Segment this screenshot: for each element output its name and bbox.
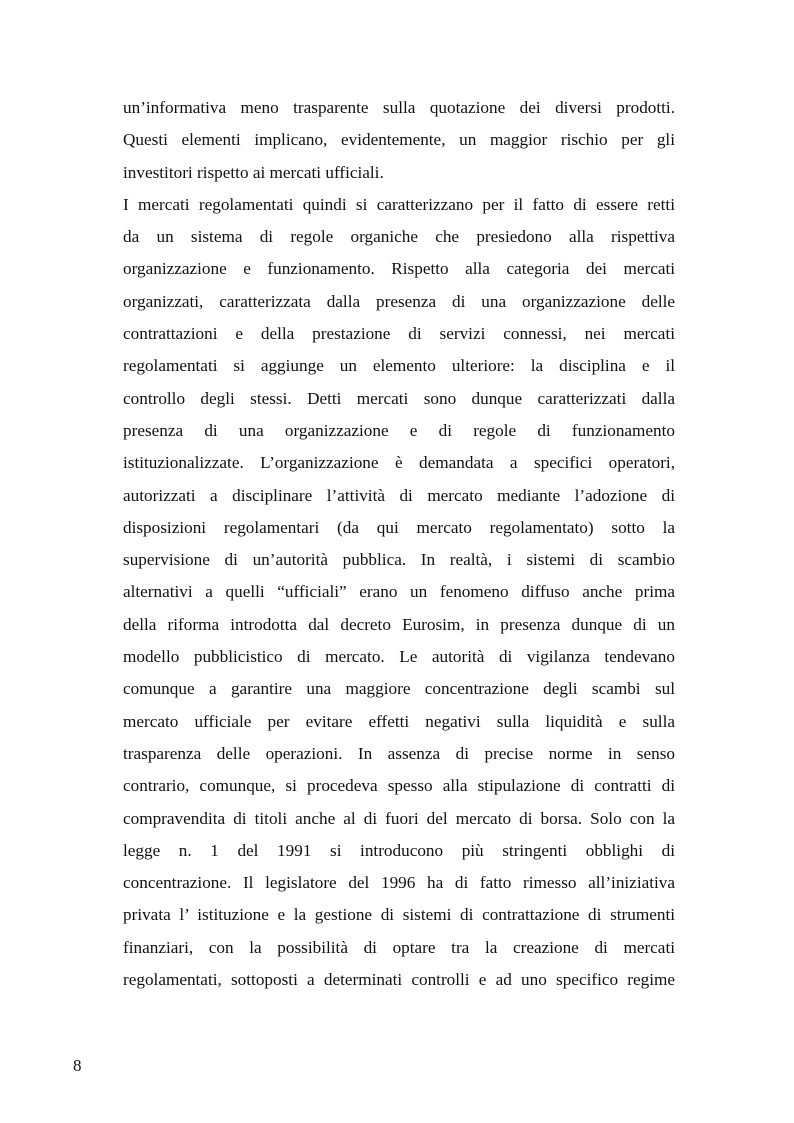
text-line: della riforma introdotta dal decreto Eurosim, in presenza dunque di un	[123, 614, 675, 634]
text-line: presenza di una organizzazione e di regole di funzionamento	[123, 420, 675, 440]
body-text	[123, 92, 675, 996]
text-line: trasparenza delle operazioni. In assenza di precise norme in senso	[123, 743, 675, 763]
text-line: alternativi a quelli “ufficiali” erano un fenomeno diffuso anche prima	[123, 582, 675, 602]
text-line: supervisione di un’autorità pubblica. In realtà, i sistemi di scambio	[123, 550, 675, 570]
page-number: 8	[73, 1056, 82, 1075]
text-line: modello pubblicistico di mercato. Le autorità di vigilanza tendevano	[123, 647, 675, 667]
text-line: organizzati, caratterizzata dalla presenza di una organizzazione delle	[123, 291, 675, 311]
text-line: regolamentati, sottoposti a determinati controlli e ad uno specifico regime	[123, 970, 675, 990]
text-line: disposizioni regolamentari (da qui mercato regolamentato) sotto la	[123, 517, 675, 537]
text-line: autorizzati a disciplinare l’attività di mercato mediante l’adozione di	[123, 485, 675, 505]
text-line: organizzazione e funzionamento. Rispetto alla categoria dei mercati	[123, 259, 675, 279]
text-line: I mercati regolamentati quindi si caratterizzano per il fatto di essere retti	[123, 194, 675, 214]
text-line: contrario, comunque, si procedeva spesso alla stipulazione di contratti di	[123, 776, 675, 796]
text-line: controllo degli stessi. Detti mercati sono dunque caratterizzati dalla	[123, 388, 675, 408]
text-line: contrattazioni e della prestazione di servizi connessi, nei mercati	[123, 324, 675, 344]
text-line: un’informativa meno trasparente sulla quotazione dei diversi prodotti.	[123, 98, 675, 117]
text-line: investitori rispetto ai mercati ufficiali.	[123, 162, 384, 182]
text-line: regolamentati si aggiunge un elemento ulteriore: la disciplina e il	[123, 356, 675, 376]
text-line: finanziari, con la possibilità di optare tra la creazione di mercati	[123, 937, 675, 957]
text-line: Questi elementi implicano, evidentemente, un maggior rischio per gli	[123, 130, 675, 150]
text-line: da un sistema di regole organiche che presiedono alla rispettiva	[123, 227, 675, 247]
text-line: istituzionalizzate. L’organizzazione è demandata a specifici operatori,	[123, 453, 675, 473]
text-line: concentrazione. Il legislatore del 1996 ha di fatto rimesso all’iniziativa	[123, 873, 675, 893]
text-line: mercato ufficiale per evitare effetti negativi sulla liquidità e sulla	[123, 711, 675, 731]
text-line: privata l’ istituzione e la gestione di sistemi di contrattazione di strumenti	[123, 905, 675, 925]
text-line: comunque a garantire una maggiore concentrazione degli scambi sul	[123, 679, 675, 699]
text-line: legge n. 1 del 1991 si introducono più stringenti obblighi di	[123, 840, 675, 860]
text-line: compravendita di titoli anche al di fuori del mercato di borsa. Solo con la	[123, 808, 675, 828]
